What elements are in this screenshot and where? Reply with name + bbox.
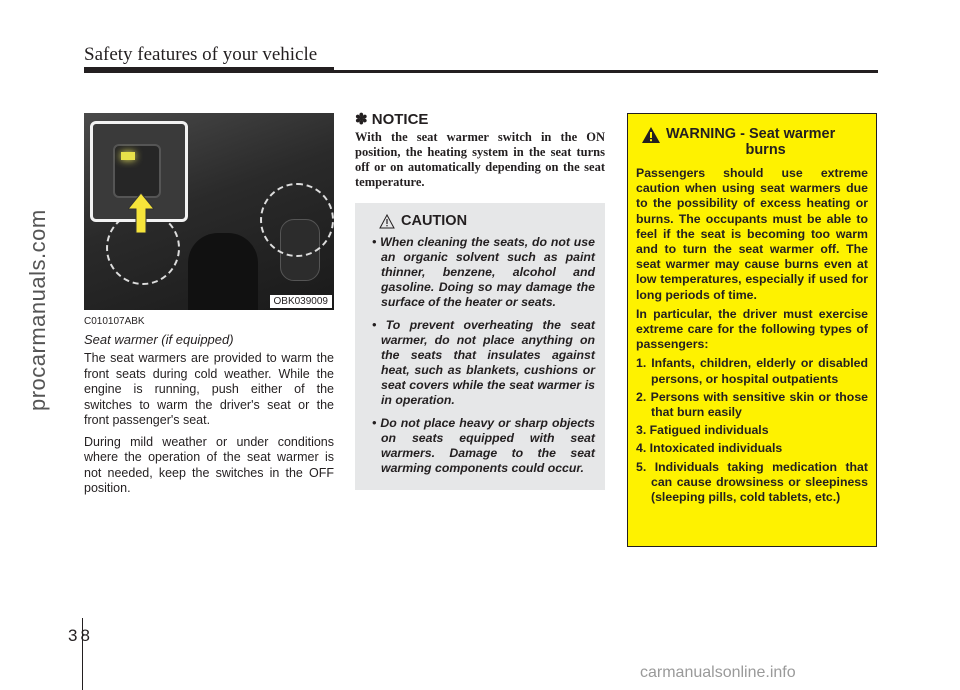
notice-symbol-icon: ✽ <box>355 111 368 128</box>
caution-item-text: Do not place heavy or sharp objects on seats equipped with seat warmers. Damage to the seat warming components could occur. <box>380 416 595 475</box>
warning-list-item: 1. Infants, children, elderly or disabled persons, or hospital outpatients <box>636 356 868 386</box>
caution-title: CAUTION <box>401 213 468 229</box>
center-console <box>188 233 258 310</box>
seat-warmer-photo <box>84 113 334 310</box>
caution-item: • When cleaning the seats, do not use an organic solvent such as paint thinner, benzene, alcohol and gasoline. Doing so may damage the surface of the heater or seats. <box>372 235 595 309</box>
warning-list-item: 4. Intoxicated individuals <box>636 441 783 456</box>
caution-box <box>355 203 605 490</box>
notice-body: With the seat warmer switch in the ON position, the heating system in the seat turns off or on automatically depending on the seat temperature. <box>355 130 605 189</box>
notice-block <box>355 110 605 190</box>
warning-list-item: 3. Fatigued individuals <box>636 423 769 438</box>
caution-item-text: When cleaning the seats, do not use an organic solvent such as paint thinner, benzene, alcohol and gasoline. Doing so may damage the surface of the heater or seats. <box>380 235 595 309</box>
bottom-watermark[interactable]: carmanualsonline.info <box>640 664 796 681</box>
warning-paragraph: In particular, the driver must exercise extreme care for the following types of passengers: <box>636 306 868 352</box>
warning-triangle-icon <box>642 127 660 143</box>
notice-title-text: NOTICE <box>371 111 429 128</box>
caution-item-text: To prevent overheating the seat warmer, do not place anything on the seats that insulates against heat, such as blankets, cushions or seat covers while the seat warmer is in operation. <box>381 318 595 407</box>
warning-subtitle: - Seat warmer <box>740 126 836 142</box>
body-paragraph: The seat warmers are provided to warm the front seats during cold weather. While the engine is running, push either of the switches to warm the driver's seat or the front passenger's seat. <box>84 351 334 427</box>
header-rule-accent <box>84 67 334 73</box>
warning-title-text: WARNING <box>666 126 737 142</box>
caution-item: • Do not place heavy or sharp objects on seats equipped with seat warmers. Damage to the seat warming components could occur. <box>372 416 595 475</box>
warning-list-item: 5. Individuals taking medication that can cause drowsiness or sleepiness (sleeping pills, cold tablets, etc.) <box>636 459 868 505</box>
caution-header <box>379 213 595 229</box>
body-paragraph: During mild weather or under conditions where the operation of the seat warmer is not needed, keep the switches in the OFF position. <box>84 434 334 495</box>
caution-list <box>365 235 595 476</box>
warning-header <box>642 126 868 158</box>
left-column <box>84 316 334 503</box>
caution-item: • To prevent overheating the seat warmer, do not place anything on the seats that insulates against heat, such as blankets, cushions or seat covers while the seat warmer is in operation. <box>372 318 595 407</box>
warning-paragraph: Passengers should use extreme caution when using seat warmers due to the possibility of excess heating or burns. The occupants must be able to feel if the seat is becoming too warm and to turn the seat warmer off. The seat warmer may cause burns even at low temperatures, especially if used for long periods of time. <box>636 166 868 302</box>
switch-indicator-light <box>121 152 135 160</box>
warning-box <box>627 113 877 547</box>
warning-title <box>666 126 835 158</box>
document-code: C010107ABK <box>84 316 145 327</box>
page-number: 38 <box>68 626 93 645</box>
warning-list-item: 2. Persons with sensitive skin or those that burn easily <box>636 389 868 420</box>
arrow-up-icon <box>128 193 154 233</box>
caution-triangle-icon <box>379 214 395 229</box>
warning-list <box>636 356 868 505</box>
warning-subtitle-line2: burns <box>745 142 786 158</box>
seat-warmer-heading: Seat warmer (if equipped) <box>84 332 234 347</box>
highlight-circle-right <box>260 183 334 257</box>
figure-code: OBK039009 <box>270 295 333 308</box>
section-title: Safety features of your vehicle <box>84 44 318 65</box>
side-watermark[interactable]: procarmanuals.com <box>25 209 50 411</box>
notice-title <box>355 110 605 128</box>
